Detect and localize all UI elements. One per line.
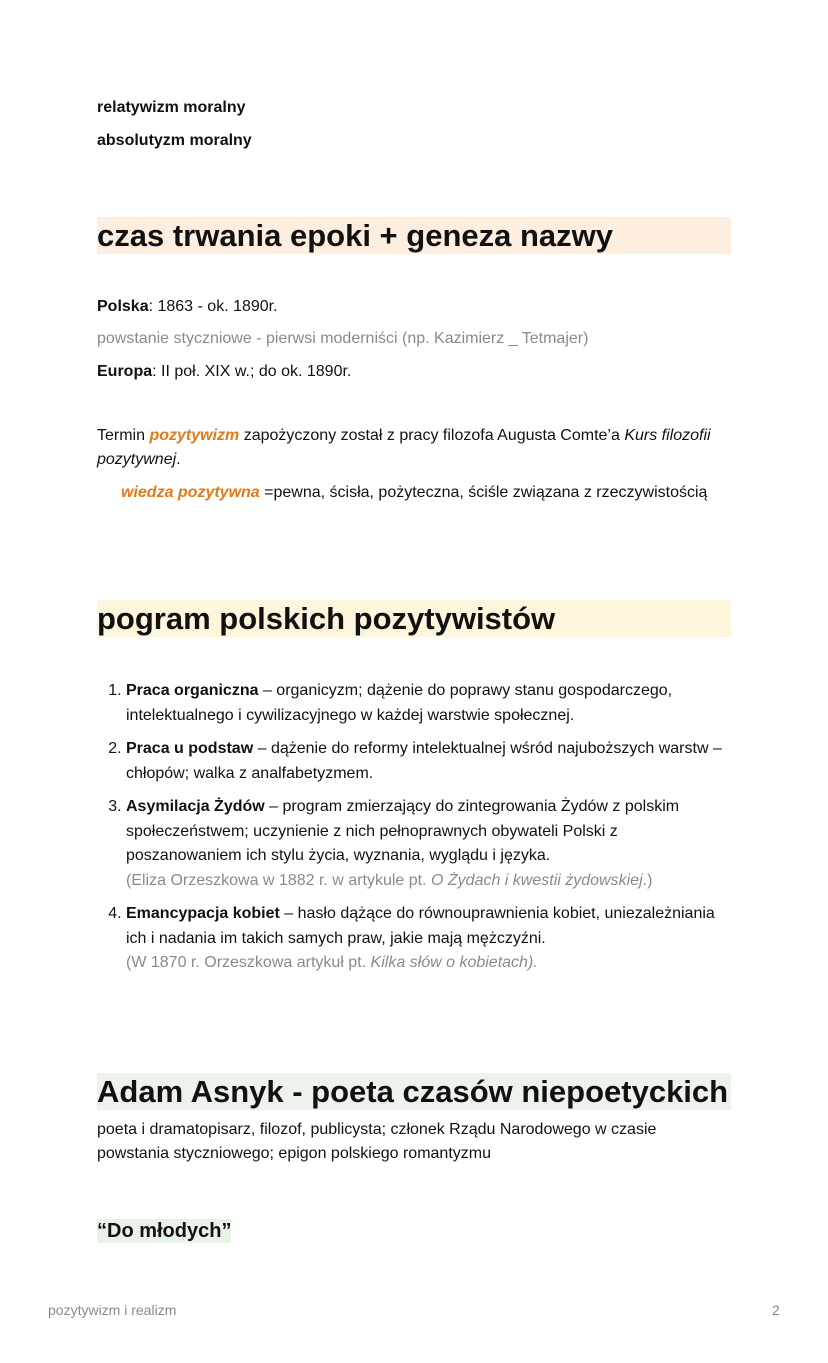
term-title: Kurs filozofii pozytywnej xyxy=(97,427,711,468)
list-item xyxy=(126,795,731,893)
term-paragraph xyxy=(97,424,731,472)
term-end: . xyxy=(176,451,181,468)
list-item xyxy=(126,679,731,728)
page-number: 2 xyxy=(772,1302,780,1318)
item-title: Praca organiczna xyxy=(126,682,259,699)
term-mid: zapożyczony został z pracy filozofa Augusta Comte’a xyxy=(239,427,625,444)
term-absolutism: absolutyzm moralny xyxy=(97,132,252,149)
definition-line xyxy=(121,481,731,505)
item-text: – organicyzm; dążenie do poprawy stanu gospodarczego, intelektualnego i cywilizacyjnego w każdej warstwie społecznej. xyxy=(126,682,673,724)
term-relativism: relatywizm moralny xyxy=(97,99,246,116)
def-text: =pewna, ścisła, pożyteczna, ściśle związana z rzeczywistością xyxy=(259,484,708,501)
term-word: pozytywizm xyxy=(149,427,240,444)
note-title: O Żydach i kwestii żydowskiej xyxy=(431,871,643,889)
heading-asnyk: Adam Asnyk - poeta czasów niepoetyckich xyxy=(97,1073,731,1110)
item-note xyxy=(126,872,652,889)
item-note xyxy=(126,954,538,971)
heading-epoch-duration: czas trwania epoki + geneza nazwy xyxy=(97,217,731,254)
list-item xyxy=(126,737,731,786)
asnyk-description: poeta i dramatopisarz, filozof, publicysta; członek Rządu Narodowego w czasie powstania styczniowego; epigon polskiego romantyzmu xyxy=(97,1121,657,1162)
item-title: Praca u podstaw xyxy=(126,740,254,757)
list-item xyxy=(126,902,731,976)
note-pre: (Eliza Orzeszkowa w 1882 r. w artykule pt. xyxy=(126,871,431,889)
item-title: Asymilacja Żydów xyxy=(126,798,265,815)
item-text: – program zmierzający do zintegrowania Żydów z polskim społeczeństwem; uczynienie z nich pełnoprawnych obywateli Polski z poszanowaniem ich stylu życia, wyznania, wyglądu i języka. xyxy=(126,798,680,864)
europa-value: : II poł. XIX w.; do ok. 1890r. xyxy=(152,363,352,380)
note-end: .) xyxy=(642,871,653,889)
europa-label: Europa xyxy=(97,363,153,380)
note-title: Kilka słów o kobietach). xyxy=(370,954,538,971)
note-pre: (W 1870 r. Orzeszkowa artykuł pt. xyxy=(126,954,371,971)
polska-label: Polska xyxy=(97,298,149,315)
heading-program: pogram polskich pozytywistów xyxy=(97,600,731,637)
def-word: wiedza pozytywna xyxy=(121,484,260,501)
term-pre: Termin xyxy=(97,427,150,444)
polska-line xyxy=(97,295,731,319)
item-text: – hasło dążące do równouprawnienia kobiet, uniezależniania ich i nadania im takich samych praw, jakie mają mężczyźni. xyxy=(126,905,715,947)
subheading-do-mlodych: “Do młodych” xyxy=(97,1220,232,1242)
range-note: powstanie styczniowe - pierwsi moderniści (np. Kazimierz _ Tetmajer) xyxy=(97,330,589,347)
program-list xyxy=(97,679,731,985)
footer-title: pozytywizm i realizm xyxy=(48,1302,177,1318)
item-text: – dążenie do reformy intelektualnej wśród najuboższych warstw – chłopów; walka z analfabetyzmem. xyxy=(126,740,722,782)
polska-value: : 1863 - ok. 1890r. xyxy=(148,298,278,315)
europa-line xyxy=(97,360,731,384)
item-title: Emancypacja kobiet xyxy=(126,905,280,922)
